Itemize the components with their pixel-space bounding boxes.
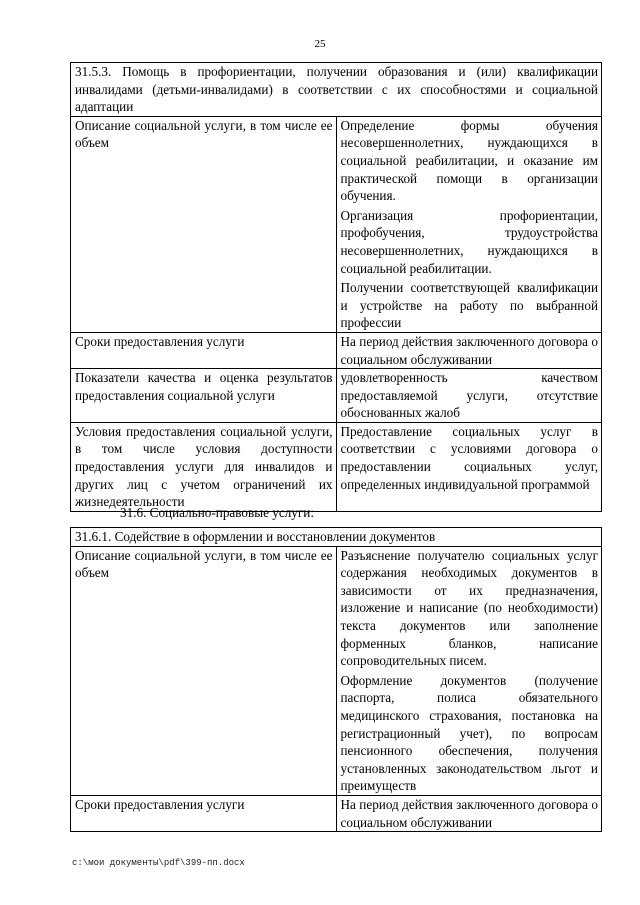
value-paragraph: Разъяснение получателю социальных услуг содержания необходимых документов в зависимости от их предназначения, изложение и написание (по необходимости) текста документов или заполнение форменных бланков, написание сопроводительных писем. [340,547,598,669]
section-heading: 31.6. Социально-правовые услуги: [120,505,315,520]
table-header-row [71,528,602,547]
row-label: Сроки предоставления услуги [71,332,337,368]
footer-file-path: c:\мои документы\pdf\399-пп.docx [72,858,245,868]
value-paragraph: Оформление документов (получение паспорта, полиса обязательного медицинского страхования, постановка на регистрационный учет), по вопросам пенсионного обеспечения, получения установленных законодательством льгот и преимуществ [340,672,598,794]
table-row [71,332,602,368]
table-row [71,422,602,511]
row-label: Описание социальной услуги, в том числе ее объем [71,116,337,332]
service-table-31-6-1 [70,527,602,832]
service-table-31-5-3 [70,62,602,512]
value-paragraph: Получении соответствующей квалификации и устройстве на работу по выбранной профессии [340,280,598,331]
row-label: Показатели качества и оценка результатов предоставления социальной услуги [71,369,337,423]
table-row [71,369,602,423]
row-value: На период действия заключенного договора о социальном обслуживании [336,795,602,831]
table-header-cell: 31.6.1. Содействие в оформлении и восстановлении документов [71,528,602,547]
row-label: Описание социальной услуги, в том числе ее объем [71,546,337,795]
row-value: удовлетворенность качеством предоставляемой услуги, отсутствие обоснованных жалоб [336,369,602,423]
row-value: Предоставление социальных услуг в соответствии с условиями договора о предоставлении социальных услуг, определенных индивидуальной программой [336,422,602,511]
row-value: На период действия заключенного договора о социальном обслуживании [336,332,602,368]
table-header-cell: 31.5.3. Помощь в профориентации, получении образования и (или) квалификации инвалидами (детьми-инвалидами) в соответствии с их способностями и социальной адаптации [71,63,602,117]
value-paragraph: Определение формы обучения несовершеннолетних, нуждающихся в социальной реабилитации, и оказание им практической помощи в организации обучения. [340,117,598,204]
row-label: Условия предоставления социальной услуги, в том числе условия доступности предоставления услуги для инвалидов и других лиц с учетом ограничений их жизнедеятельности [71,422,337,511]
row-value [336,116,602,332]
page-number: 25 [314,38,326,50]
table-row [71,795,602,831]
table-row [71,116,602,332]
row-label: Сроки предоставления услуги [71,795,337,831]
table-header-row [71,63,602,117]
value-paragraph: Организация профориентации, профобучения, трудоустройства несовершеннолетних, нуждающихся в социальной реабилитации. [340,207,598,276]
row-value [336,546,602,795]
table-row [71,546,602,795]
